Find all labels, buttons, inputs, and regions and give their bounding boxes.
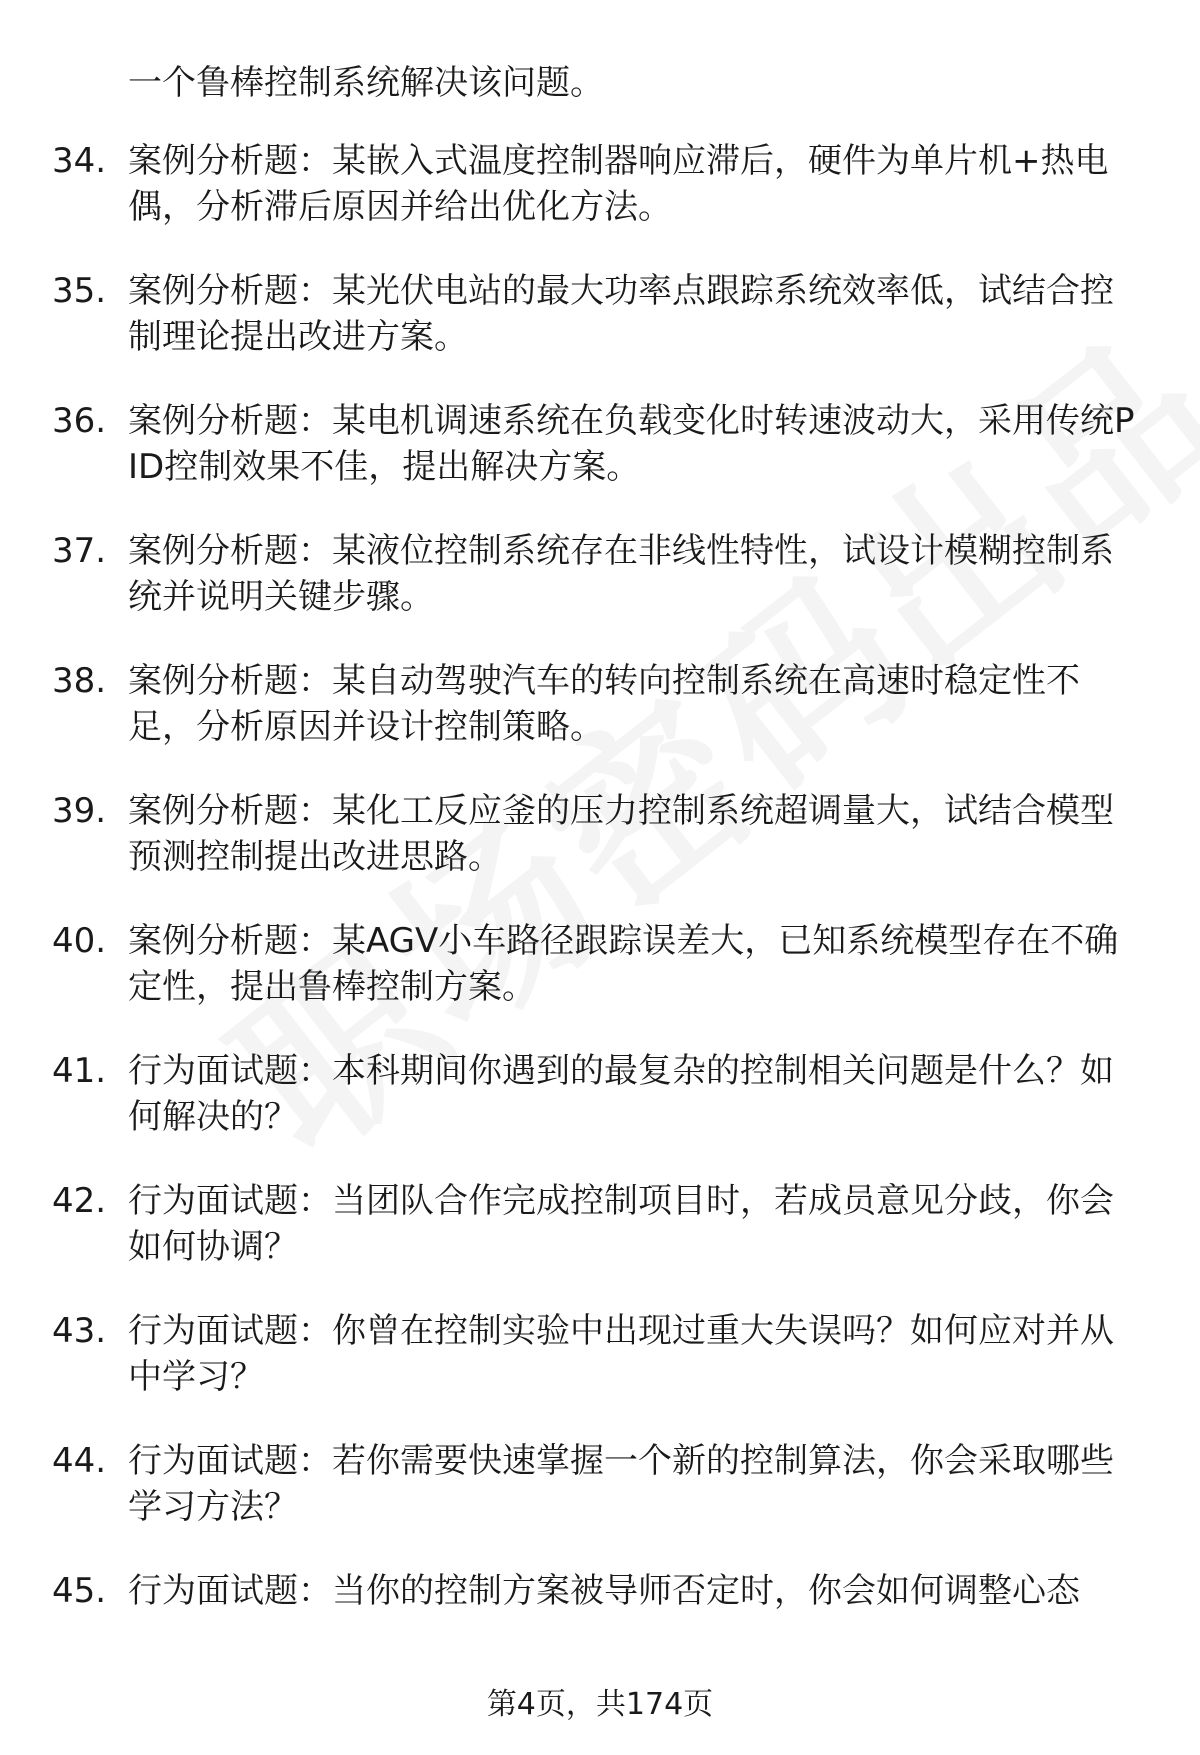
question-text: 案例分析题：某自动驾驶汽车的转向控制系统在高速时稳定性不足，分析原因并设计控制策略。 (128, 661, 1080, 747)
question-number: 35. (52, 271, 107, 311)
question-text: 案例分析题：某液位控制系统存在非线性特性，试设计模糊控制系统并说明关键步骤。 (128, 531, 1114, 617)
question-number: 43. (52, 1311, 107, 1351)
question-text: 行为面试题：本科期间你遇到的最复杂的控制相关问题是什么？如何解决的？ (128, 1051, 1114, 1137)
question-number: 34. (52, 141, 107, 181)
question-item (0, 658, 1200, 788)
question-text: 行为面试题：当你的控制方案被导师否定时，你会如何调整心态 (128, 1571, 1080, 1611)
question-text: 行为面试题：若你需要快速掌握一个新的控制算法，你会采取哪些学习方法？ (128, 1441, 1114, 1527)
question-item (0, 918, 1200, 1048)
question-number: 38. (52, 661, 107, 701)
continuation-text: 一个鲁棒控制系统解决该问题。 (128, 63, 604, 103)
question-number: 45. (52, 1571, 107, 1611)
question-item (0, 1048, 1200, 1178)
question-text: 行为面试题：当团队合作完成控制项目时，若成员意见分歧，你会如何协调？ (128, 1181, 1114, 1267)
question-text: 案例分析题：某嵌入式温度控制器响应滞后，硬件为单片机+热电偶，分析滞后原因并给出优化方法。 (128, 141, 1109, 227)
question-item (0, 1568, 1200, 1628)
question-item (0, 268, 1200, 398)
question-item (0, 398, 1200, 528)
question-item (0, 138, 1200, 268)
question-text: 案例分析题：某电机调速系统在负载变化时转速波动大，采用传统PID控制效果不佳，提出解决方案。 (128, 401, 1135, 487)
question-number: 39. (52, 791, 107, 831)
question-item (0, 1438, 1200, 1568)
question-number: 41. (52, 1051, 107, 1091)
question-text: 行为面试题：你曾在控制实验中出现过重大失误吗？如何应对并从中学习？ (128, 1311, 1114, 1397)
question-number: 42. (52, 1181, 107, 1221)
question-item (0, 528, 1200, 658)
question-text: 案例分析题：某AGV小车路径跟踪误差大，已知系统模型存在不确定性，提出鲁棒控制方案。 (128, 921, 1119, 1007)
page-footer: 第4页，共174页 (486, 1687, 714, 1722)
question-item (0, 1178, 1200, 1308)
question-text: 案例分析题：某光伏电站的最大功率点跟踪系统效率低，试结合控制理论提出改进方案。 (128, 271, 1114, 357)
question-item (0, 1308, 1200, 1438)
question-number: 44. (52, 1441, 107, 1481)
question-number: 40. (52, 921, 107, 961)
question-text: 案例分析题：某化工反应釜的压力控制系统超调量大，试结合模型预测控制提出改进思路。 (128, 791, 1114, 877)
question-number: 37. (52, 531, 107, 571)
question-list (0, 138, 1200, 1628)
question-number: 36. (52, 401, 107, 441)
question-item (0, 788, 1200, 918)
